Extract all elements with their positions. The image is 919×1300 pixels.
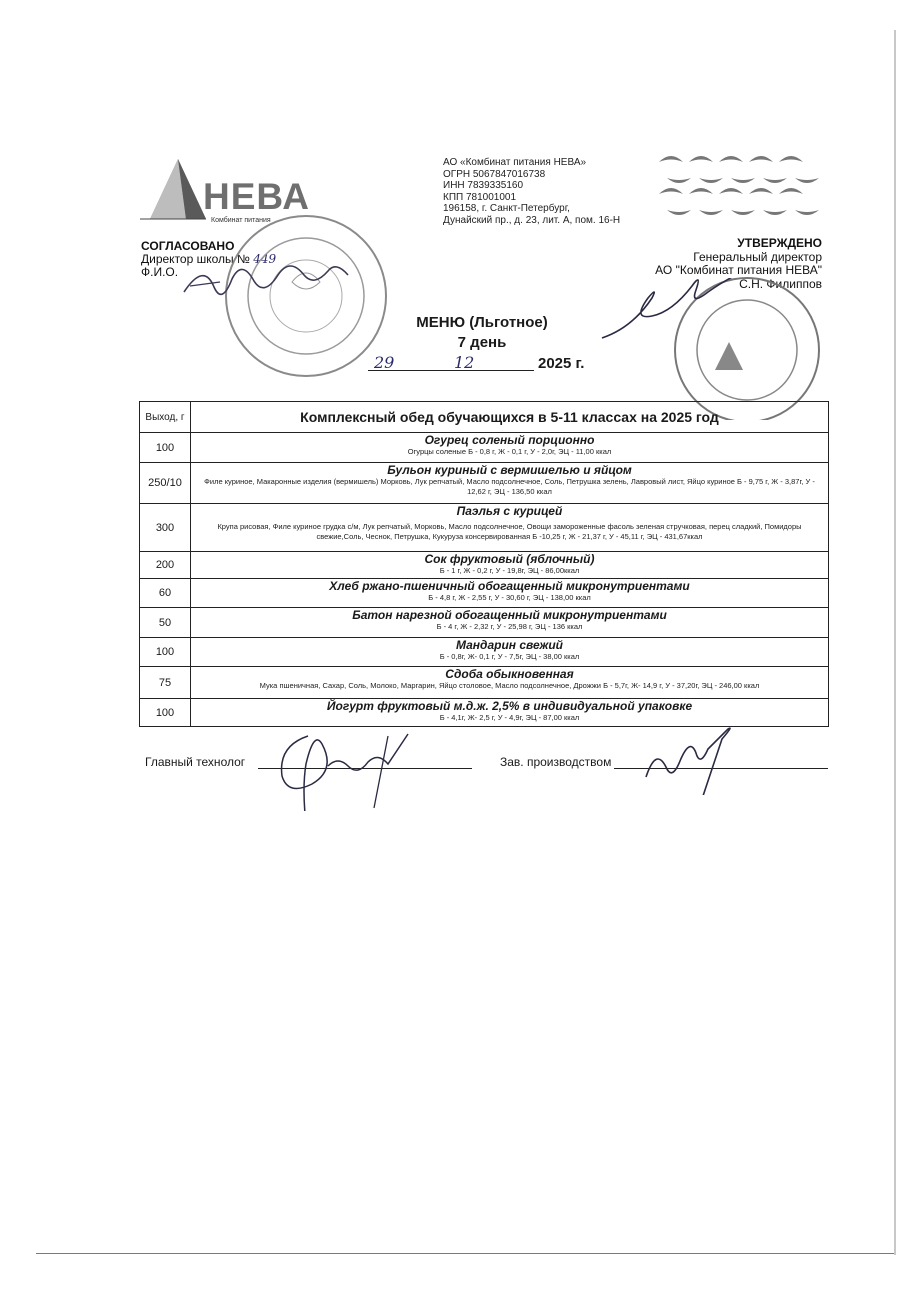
dish-name: Батон нарезной обогащенный микронутриентами [352, 608, 667, 622]
dish-composition: Б - 1 г, Ж - 0,2 г, У - 19,8г, ЭЦ - 86,00ккал [439, 566, 580, 575]
row-content [191, 638, 828, 666]
dish-composition: Огурцы соленые Б - 0,8 г, Ж - 0,1 г, У - 2,0г, ЭЦ - 11,00 ккал [407, 447, 612, 456]
approved-company: АО "Комбинат питания НЕВА" [655, 263, 822, 277]
date-day: 29 [374, 353, 395, 372]
chief-technologist-label: Главный технолог [145, 755, 246, 769]
agreed-heading: СОГЛАСОВАНО [141, 239, 235, 253]
dish-name: Паэлья с курицей [456, 504, 563, 518]
approved-heading: УТВЕРЖДЕНО [737, 236, 822, 250]
dish-composition: Мука пшеничная, Сахар, Соль, Молоко, Маргарин, Яйцо столовое, Масло подсолнечное, Дрожжи Б - 5,7г, Ж- 14,9 г, У - 37,20г, ЭЦ - 246,00 ккал [259, 681, 760, 690]
row-content [191, 579, 828, 607]
date-year: 2025 г. [538, 355, 585, 372]
dish-composition: Филе куриное, Макаронные изделия (вермишель) Морковь, Лук репчатый, Масло подсолнечное, Соль, Петрушка зелень, Лавровый лист, Яйцо куриное Б - 9,75 г, Ж - 3,87г, У - 12,62 г, ЭЦ - 136,50 ккал [204, 477, 815, 496]
row-yield: 200 [140, 552, 191, 578]
menu-date [368, 355, 608, 375]
production-head-label: Зав. производством [500, 755, 612, 769]
row-content [191, 463, 828, 503]
dish-name: Бульон куриный с вермишелью и яйцом [387, 463, 632, 477]
row-content [191, 504, 828, 551]
dish-name: Йогурт фруктовый м.д.ж. 2,5% в индивидуальной упаковке [326, 699, 693, 713]
table-header [140, 402, 828, 433]
dish-name: Хлеб ржано-пшеничный обогащенный микронутриентами [329, 579, 690, 593]
logo-subtitle: Комбинат питания [211, 217, 271, 224]
dish-name: Мандарин свежий [455, 638, 564, 652]
company-name: АО «Комбинат питания НЕВА» [443, 157, 587, 168]
row-yield: 100 [140, 638, 191, 666]
date-month: 12 [454, 353, 475, 372]
page-edge-right [894, 30, 896, 1255]
dish-name: Огурец соленый порционно [424, 433, 595, 447]
logo-wordmark: НЕВА [203, 176, 310, 217]
director-signature [180, 262, 360, 302]
row-yield: 75 [140, 667, 191, 698]
agreed-school-number: 449 [253, 252, 277, 266]
approved-position: Генеральный директор [693, 249, 822, 264]
agreed-fio-label: Ф.И.О. [141, 265, 179, 279]
table-row [140, 667, 828, 699]
neva-logo-icon [138, 157, 208, 229]
company-address-1: 196158, г. Санкт-Петербург, [443, 203, 570, 214]
table-title: Комплексный обед обучающихся в 5-11 классах на 2025 год [300, 409, 719, 425]
row-yield: 100 [140, 699, 191, 726]
table-row [140, 463, 828, 504]
row-yield: 100 [140, 433, 191, 462]
table-row [140, 552, 828, 579]
company-inn: ИНН 7839335160 [443, 180, 524, 191]
chief-technologist-signature [268, 716, 418, 811]
company-kpp: КПП 781001001 [443, 191, 517, 203]
dish-name: Сдоба обыкновенная [445, 667, 574, 681]
menu-day-line: 7 день [457, 334, 507, 351]
company-info [443, 157, 620, 226]
dish-composition: Б - 4,1г, Ж- 2,5 г, У - 4,9г, ЭЦ - 87,00 ккал [439, 713, 580, 722]
general-director-signature [596, 278, 746, 348]
agreed-director-label: Директор школы № [141, 252, 250, 266]
row-content [191, 552, 828, 578]
dish-composition: Крупа рисовая, Филе куриное грудка с/м, Лук репчатый, Морковь, Масло подсолнечное, Овощи замороженные фасоль зеленая стручковая, перец сладкий, Помидоры свежие,Соль, Чеснок, Петрушка, Кукуруза консервированная Б -10,25 г, Ж - 21,37 г, У - 45,11 г, ЭЦ - 431,67ккал [217, 522, 802, 541]
dish-name: Сок фруктовый (яблочный) [424, 552, 595, 566]
table-row [140, 579, 828, 608]
production-head-signature [640, 725, 750, 795]
row-content [191, 608, 828, 637]
row-content [191, 667, 828, 698]
approved-person: С.Н. Филиппов [739, 276, 822, 291]
menu-title-line: МЕНЮ (Льготное) [416, 314, 548, 331]
company-ogrn: ОГРН 5067847016738 [443, 168, 546, 180]
row-yield: 60 [140, 579, 191, 607]
row-yield: 50 [140, 608, 191, 637]
dish-composition: Б - 4,8 г, Ж - 2,55 г, У - 30,60 г, ЭЦ - 138,00 ккал [428, 593, 591, 602]
company-address-2: Дунайский пр., д. 23, лит. А, пом. 16-Н [443, 214, 621, 226]
row-yield: 250/10 [140, 463, 191, 503]
row-yield: 300 [140, 504, 191, 551]
yield-column-header: Выход, г [140, 402, 191, 432]
dish-composition: Б - 0,8г, Ж- 0,1 г, У - 7,5г, ЭЦ - 38,00 ккал [439, 652, 580, 661]
decorative-wave-pattern [655, 150, 830, 220]
table-row [140, 699, 828, 726]
page-edge-bottom [36, 1253, 894, 1254]
table-row [140, 433, 828, 463]
dish-composition: Б - 4 г, Ж - 2,32 г, У - 25,98 г, ЭЦ - 136 ккал [436, 622, 583, 631]
menu-title [389, 313, 575, 353]
table-row [140, 638, 828, 667]
menu-table [139, 401, 829, 727]
table-row [140, 504, 828, 552]
table-row [140, 608, 828, 638]
row-content [191, 433, 828, 462]
